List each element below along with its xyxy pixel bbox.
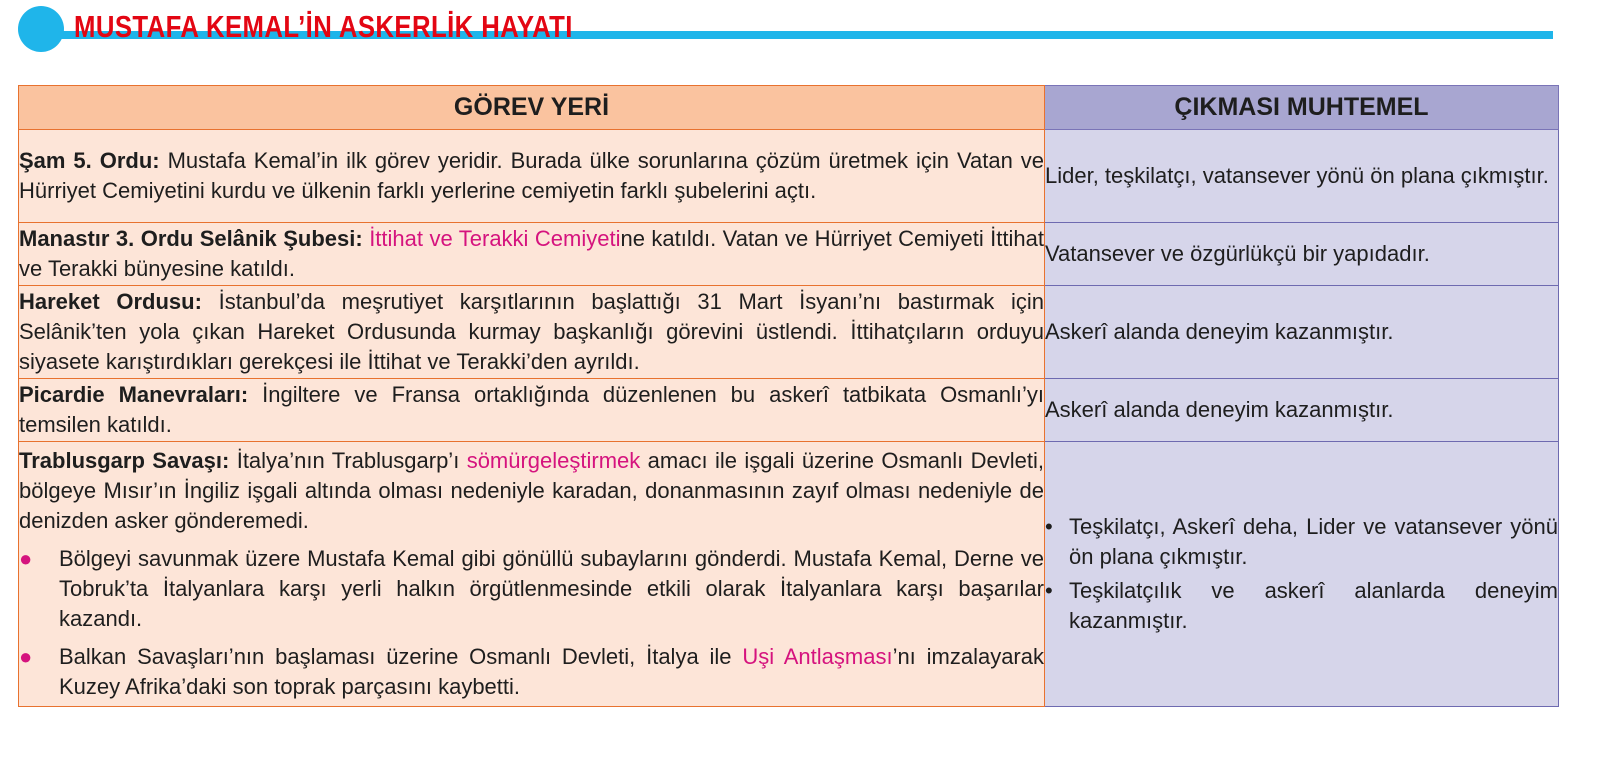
outcome-cell — [1045, 379, 1559, 442]
highlight-term: sömürgeleştirmek — [466, 448, 641, 473]
place-name: Picardie Manevraları: — [19, 382, 249, 407]
place-name: Şam 5. Ordu: — [19, 148, 160, 173]
outcome-text: Askerî alanda deneyim kazanmıştır. — [1045, 319, 1394, 344]
outcome-text: Askerî alanda deneyim kazanmıştır. — [1045, 397, 1394, 422]
place-text: ne katıldı. Vatan ve Hürriyet Cemiyeti İttihat ve Terakki bünyesine katıldı. — [19, 226, 1044, 281]
place-cell — [19, 379, 1045, 442]
place-name: Hareket Ordusu: — [19, 289, 202, 314]
outcome-cell — [1045, 130, 1559, 223]
table-row — [19, 223, 1559, 286]
place-name: Manastır 3. Ordu Selânik Şubesi: — [19, 226, 363, 251]
table-row — [19, 286, 1559, 379]
outcome-text: Teşkilatçılık ve askerî alanlarda deneyim kazanmıştır. — [1069, 578, 1558, 633]
list-item — [1045, 576, 1558, 636]
military-career-table — [18, 85, 1559, 707]
table-row — [19, 130, 1559, 223]
place-text: İstanbul’da meşrutiyet karşıtlarının başlattığı 31 Mart İsyanı’nı bastırmak için Selânik’ten yola çıkan Hareket Ordusunda kurmay başkanlığı görevini üstlendi. İttihatçıların orduyu siyasete karıştırdıkları gerekçesi ile İttihat ve Terakki’den ayrıldı. — [19, 289, 1044, 374]
list-item — [19, 544, 1044, 634]
outcome-text: Teşkilatçı, Askerî deha, Lider ve vatansever yönü ön plana çıkmıştır. — [1069, 514, 1558, 569]
place-cell — [19, 286, 1045, 379]
place-text: amacı ile işgali üzerine Osmanlı Devleti, bölgeye Mısır’ın İngiliz işgali altında olması nedeniyle karadan, donanmasının zayıf olması nedeniyle de denizden asker gönderemedi. — [19, 448, 1044, 533]
place-name: Trablusgarp Savaşı: — [19, 448, 230, 473]
section-header — [18, 6, 1553, 52]
bullet-icon: • — [1045, 578, 1053, 603]
table-header-row — [19, 86, 1559, 130]
place-text: İngiltere ve Fransa ortaklığında düzenlenen bu askerî tatbikata Osmanlı’yı temsilen katıldı. — [19, 382, 1044, 437]
outcome-cell — [1045, 223, 1559, 286]
bullet-icon: ● — [19, 546, 33, 571]
list-item — [1045, 512, 1558, 572]
outcome-cell — [1045, 442, 1559, 707]
highlight-term: İttihat ve Terakki Cemiyeti — [369, 226, 621, 251]
bullet-text-part: ’nı imzalayarak Kuzey Afrika’daki son toprak parçasını kaybetti. — [59, 644, 1044, 699]
bullet-text-part: Balkan Savaşları’nın başlaması üzerine Osmanlı Devleti, İtalya ile — [59, 644, 743, 669]
bullet-icon: ● — [19, 644, 33, 669]
page-title: MUSTAFA KEMAL’İN ASKERLİK HAYATI — [74, 9, 573, 44]
column-header-place: GÖREV YERİ — [19, 86, 1045, 130]
outcome-text: Lider, teşkilatçı, vatansever yönü ön plana çıkmıştır. — [1045, 163, 1549, 188]
place-cell — [19, 130, 1045, 223]
outcome-cell — [1045, 286, 1559, 379]
highlight-term: Uşi Antlaşması — [742, 644, 893, 669]
place-text: Mustafa Kemal’in ilk görev yeridir. Burada ülke sorunlarına çözüm üretmek için Vatan ve Hürriyet Cemiyetini kurdu ve ülkenin farklı yerlerine cemiyetin farklı şubelerini açtı. — [19, 148, 1044, 203]
bullet-text: Bölgeyi savunmak üzere Mustafa Kemal gibi gönüllü subaylarını gönderdi. Mustafa Kemal, Derne ve Tobruk’ta İtalyanlara karşı yerli halkın örgütlenmesinde etkili olarak İtalyanlara karşı başarılar kazandı. — [59, 546, 1044, 631]
header-circle-icon — [18, 6, 64, 52]
outcome-text: Vatansever ve özgürlükçü bir yapıdadır. — [1045, 241, 1430, 266]
place-cell — [19, 223, 1045, 286]
list-item — [19, 642, 1044, 702]
place-text: İtalya’nın Trablusgarp’ı — [229, 448, 467, 473]
bullet-icon: • — [1045, 514, 1053, 539]
bullet-text — [59, 642, 1044, 702]
column-header-outcome: ÇIKMASI MUHTEMEL — [1045, 86, 1559, 130]
place-cell — [19, 442, 1045, 707]
table-row — [19, 442, 1559, 707]
place-paragraph — [19, 446, 1044, 536]
table-row — [19, 379, 1559, 442]
